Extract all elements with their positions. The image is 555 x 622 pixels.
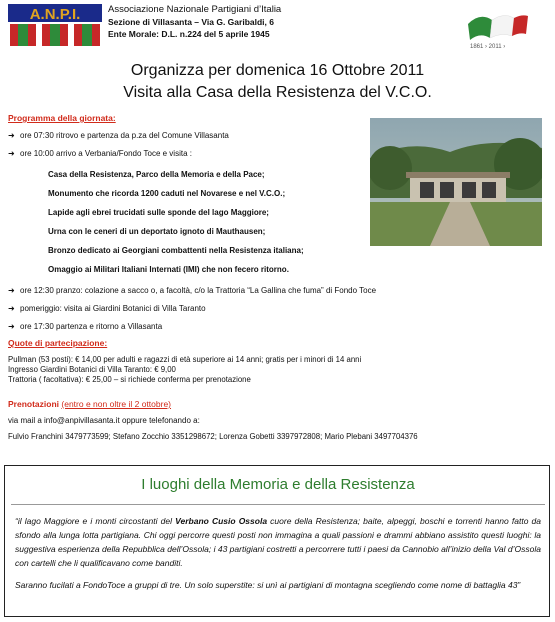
visit-item: Urna con le ceneri di un deportato ignoto di Mauthausen;: [48, 227, 266, 236]
arrow-right-icon: ➜: [8, 304, 15, 313]
memoria-paragraph: Saranno fucilati a FondoToce a gruppi di tre. Un solo superstite: si unì ai partigiani di montagna scegliendo come nome di battaglia 43”: [15, 580, 521, 590]
memoria-paragraph: “il lago Maggiore e i monti circostanti del Verbano Cusio Ossola cuore della Resistenza; baite, alpeggi, boschi e torrenti hanno fatto da sfondo alla lunga lotta partigiana. Chi oggi percorre questi posti non immagina a quali passioni e drammi abbiano assistito questi luoghi: la suggestiva esperienza della Repubblica dell’Ossola; i 43 partigiani costretti a percorrere tutti i paesi da Cannobio all’inizio della Val d’Ossola con cartelli che li qualificavano come banditi.: [15, 516, 542, 568]
event-subtitle: Visita alla Casa della Resistenza del V.C.O.: [123, 84, 432, 101]
quote-line: Ingresso Giardini Botanici di Villa Taranto: € 9,00: [8, 365, 176, 374]
quote-line: Trattoria ( facoltativa): € 25,00 – si richiede conferma per prenotazione: [8, 375, 251, 384]
deadline-note: (entro e non oltre il 2 ottobre): [61, 399, 172, 409]
arrow-right-icon: ➜: [8, 322, 15, 331]
org-name: Associazione Nazionale Partigiani d’Italia: [108, 4, 282, 15]
building-photo: [370, 118, 542, 246]
anpi-logo: [8, 4, 102, 48]
memoria-box: [4, 465, 550, 617]
program-item: ➜ ore 17:30 partenza e ritorno a Villasanta: [8, 322, 163, 331]
visit-item: Monumento che ricorda 1200 caduti nel Novarese e nel V.C.O.;: [48, 189, 286, 198]
org-ente: Ente Morale: D.L. n.224 del 5 aprile 1945: [108, 29, 270, 39]
program-item: ➜ pomeriggio: visita ai Giardini Botanici di Villa Taranto: [8, 304, 206, 313]
program-item: ➜ ore 07:30 ritrovo e partenza da p.za del Comune Villasanta: [8, 131, 229, 140]
event-title: Organizza per domenica 16 Ottobre 2011: [130, 62, 425, 79]
quote-heading: Quote di partecipazione:: [8, 338, 108, 348]
quote-line: Pullman (53 posti): € 14,00 per adulti e ragazzi di età superiore ai 14 anni; gratis per i minori di 14 anni: [8, 355, 362, 364]
prenotazioni-heading: Prenotazioni (entro e non oltre il 2 ottobre): [8, 399, 172, 409]
region-name: Verbano Cusio Ossola: [175, 516, 268, 526]
visit-item: Omaggio ai Militari Italiani Internati (IMI) che non fecero ritorno.: [48, 265, 289, 274]
memoria-title: I luoghi della Memoria e della Resistenza: [141, 476, 415, 493]
programma-heading: Programma della giornata:: [8, 113, 116, 123]
anniversary-years: 1861 › 2011 ›: [470, 44, 506, 50]
arrow-right-icon: ➜: [8, 149, 15, 158]
arrow-right-icon: ➜: [8, 286, 15, 295]
arrow-right-icon: ➜: [8, 131, 15, 140]
svg-text:A.N.P.I.: A.N.P.I.: [29, 6, 81, 23]
visit-item: Bronzo dedicato ai Georgiani combattenti nella Resistenza italiana;: [48, 246, 304, 255]
divider: [11, 504, 545, 505]
org-section: Sezione di Villasanta – Via G. Garibaldi, 6: [108, 17, 274, 27]
program-item: ➜ ore 10:00 arrivo a Verbania/Fondo Toce e visita :: [8, 149, 192, 158]
contact-line: via mail a info@anpivillasanta.it oppure telefonando a:: [8, 416, 200, 425]
org-info: [108, 4, 281, 40]
visit-item: Lapide agli ebrei trucidati sulle sponde del lago Maggiore;: [48, 208, 269, 217]
visit-item: Casa della Resistenza, Parco della Memoria e della Pace;: [48, 170, 265, 179]
program-item: ➜ ore 12:30 pranzo: colazione a sacco o, a facoltà, c/o la Trattoria “La Gallina che fuma” di Fondo Toce: [8, 286, 377, 295]
phone-list: Fulvio Franchini 3479773599; Stefano Zocchio 3351298672; Lorenza Gobetti 3397972808; Mario Plebani 3497704376: [8, 432, 418, 441]
